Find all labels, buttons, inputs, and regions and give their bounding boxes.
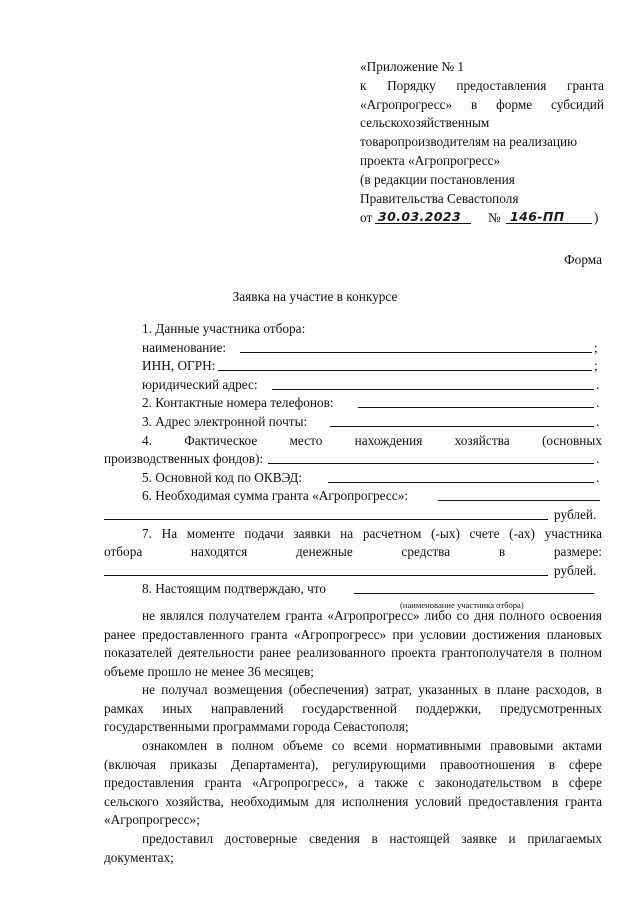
section-7-label-cont: отбора находятся денежные средства в размере: (104, 544, 602, 560)
section-4-row-a (104, 432, 602, 451)
handwritten-number: 146-ПП (510, 209, 565, 225)
appendix-line-6: проекта «Агропрогресс» (360, 152, 501, 168)
closing-paren: ) (594, 210, 599, 226)
participant-name-field-line[interactable] (354, 580, 594, 594)
appendix-line-5: товаропроизводителям на реализацию (360, 134, 578, 150)
declaration-2: не получал возмещения (обеспечения) затрат, указанных в плане расходов, в рамках иных направлений государственной поддержки, предусмотренных государственными программами города Севастополя; (104, 682, 602, 735)
appendix-line-8: Правительства Севастополя (360, 190, 519, 206)
section-3-label: 3. Адрес электронной почты: (142, 413, 308, 429)
section-4-label-cont: производственных фондов): (104, 451, 264, 467)
name-field-line[interactable] (240, 339, 592, 353)
from-label: от (360, 210, 373, 226)
declaration-1: не являлся получателем гранта «Агропрогресс» либо со дня полного освоения ранее предоставленного гранта «Агропрогресс» при условии достижения плановых показателей деятельности ранее реализованного проекта грантополучателя в полном объеме прошло не менее 36 месяцев; (104, 607, 602, 679)
application-body (104, 320, 602, 867)
section-4-row-b (104, 450, 602, 469)
handwritten-date: 30.03.2023 (378, 209, 462, 225)
section-8-label: 8. Настоящим подтверждаю, что (142, 581, 327, 597)
phones-field-line[interactable] (358, 394, 594, 408)
inn-end-punct: ; (594, 358, 598, 374)
grant-rubles-label: рублей. (554, 506, 597, 522)
funds-rubles-label: рублей. (554, 562, 597, 578)
section-1-label: 1. Данные участника отбора: (142, 321, 306, 336)
appendix-line-2: к Порядку предоставления гранта (360, 77, 604, 93)
phones-end-punct: . (596, 395, 600, 411)
name-end-punct: ; (594, 339, 598, 355)
grant-sum-field-line-cont[interactable] (104, 506, 548, 520)
okved-end-punct: . (596, 469, 600, 485)
appendix-header (360, 58, 604, 228)
section-7-row-b (104, 543, 602, 562)
address-field-line[interactable] (272, 376, 594, 390)
appendix-line-1: «Приложение № 1 (360, 59, 464, 74)
okved-field-line[interactable] (328, 469, 594, 483)
section-6-label: 6. Необходимая сумма гранта «Агропрогресс»: (142, 488, 409, 504)
document-title: Заявка на участие в конкурсе (232, 289, 398, 304)
participant-name-caption: (наименование участника отбора) (400, 600, 524, 611)
declaration-3: ознакомлен в полном объеме со всеми нормативными правовыми актами (включая приказы Департамента), регулирующими правоотношения в сфере предоставления гранта «Агропрогресс», а также с законодательством в сфере сельского хозяйства, необходимым для исполнения условий предоставления гранта «Агропрогресс»; (104, 738, 602, 828)
name-label: наименование: (142, 339, 227, 355)
section-5-label: 5. Основной код по ОКВЭД: (142, 469, 303, 485)
section-3-row (104, 413, 602, 432)
edition-date-number-line (360, 208, 604, 228)
section-7-label: 7. На моменте подачи заявки на расчетном (-ых) счете (-ах) участника (142, 525, 602, 541)
section-2-row (104, 394, 602, 413)
section-6-row (104, 487, 602, 506)
section-2-label: 2. Контактные номера телефонов: (142, 395, 334, 411)
location-field-line[interactable] (268, 450, 594, 464)
section-7-row-a (104, 525, 602, 544)
inn-label: ИНН, ОГРН: (142, 358, 216, 374)
section-5-row (104, 469, 602, 488)
address-label: юридический адрес: (142, 376, 258, 392)
section-7-row-c (104, 562, 602, 581)
funds-field-line[interactable] (104, 562, 548, 576)
appendix-line-3: «Агропрогресс» в форме субсидий (360, 96, 604, 112)
form-label: Форма (564, 252, 602, 267)
email-field-line[interactable] (330, 413, 594, 427)
appendix-line-4: сельскохозяйственным (360, 115, 490, 131)
name-row (104, 339, 602, 358)
section-6-row-cont (104, 506, 602, 525)
section-1-heading (104, 320, 602, 339)
inn-row (104, 357, 602, 376)
section-8-row (104, 580, 602, 611)
appendix-line-7: (в редакции постановления (360, 171, 515, 187)
section-4-label: 4. Фактическое место нахождения хозяйства (основных (142, 432, 602, 448)
number-label: № (488, 210, 501, 226)
grant-sum-field-line[interactable] (438, 487, 600, 501)
inn-field-line[interactable] (218, 357, 592, 371)
address-row (104, 376, 602, 395)
declaration-4: предоставил достоверные сведения в настоящей заявке и прилагаемых документах; (104, 831, 602, 865)
address-end-punct: . (596, 376, 600, 392)
location-end-punct: . (596, 451, 600, 467)
email-end-punct: . (596, 413, 600, 429)
